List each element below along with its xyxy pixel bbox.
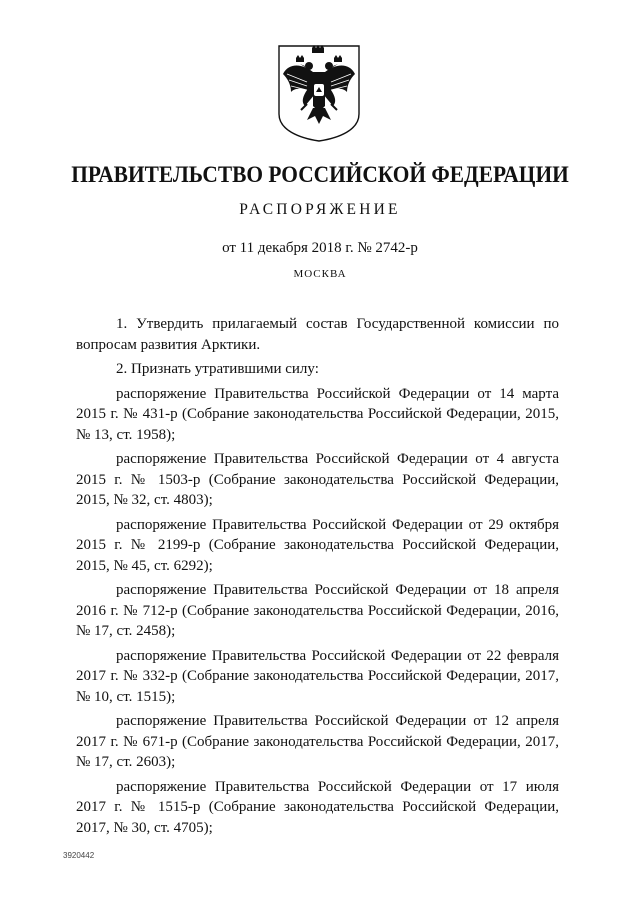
paragraph: 1. Утвердить прилагаемый состав Государственной комиссии по вопросам развития Арктики.	[76, 316, 559, 353]
government-title: ПРАВИТЕЛЬСТВО РОССИЙСКОЙ ФЕДЕРАЦИИ	[71, 162, 569, 187]
document-type: РАСПОРЯЖЕНИЕ	[239, 201, 401, 218]
russian-coat-of-arms-icon	[277, 44, 361, 142]
paragraph: распоряжение Правительства Российской Федерации от 12 апреля 2017 г. № 671-р (Собрание законодательства Российской Федерации, 2017, № 17, ст. 2603);	[76, 713, 559, 770]
document-city: МОСКВА	[293, 268, 347, 280]
document-date-number: от 11 декабря 2018 г. № 2742-р	[222, 240, 418, 256]
paragraph: распоряжение Правительства Российской Федерации от 18 апреля 2016 г. № 712-р (Собрание законодательства Российской Федерации, 2016, № 17, ст. 2458);	[76, 582, 559, 639]
paragraph: распоряжение Правительства Российской Федерации от 22 февраля 2017 г. № 332-р (Собрание законодательства Российской Федерации, 2017, № 10, ст. 1515);	[76, 647, 559, 705]
document-body	[76, 314, 559, 838]
paragraph: 2. Признать утратившими силу:	[116, 361, 319, 377]
paragraph: распоряжение Правительства Российской Федерации от 17 июля 2017 г. № 1515-р (Собрание законодательства Российской Федерации, 2017, № 30, ст. 4705);	[76, 778, 559, 836]
paragraph: распоряжение Правительства Российской Федерации от 29 октября 2015 г. № 2199-р (Собрание законодательства Российской Федерации, 2015, № 45, ст. 6292);	[76, 516, 559, 574]
paragraph: распоряжение Правительства Российской Федерации от 4 августа 2015 г. № 1503-р (Собрание законодательства Российской Федерации, 2015, № 32, ст. 4803);	[76, 451, 559, 508]
paragraph: распоряжение Правительства Российской Федерации от 14 марта 2015 г. № 431-р (Собрание законодательства Российской Федерации, 2015, № 13, ст. 1958);	[76, 385, 559, 443]
footer-document-code: 3920442	[63, 851, 95, 860]
